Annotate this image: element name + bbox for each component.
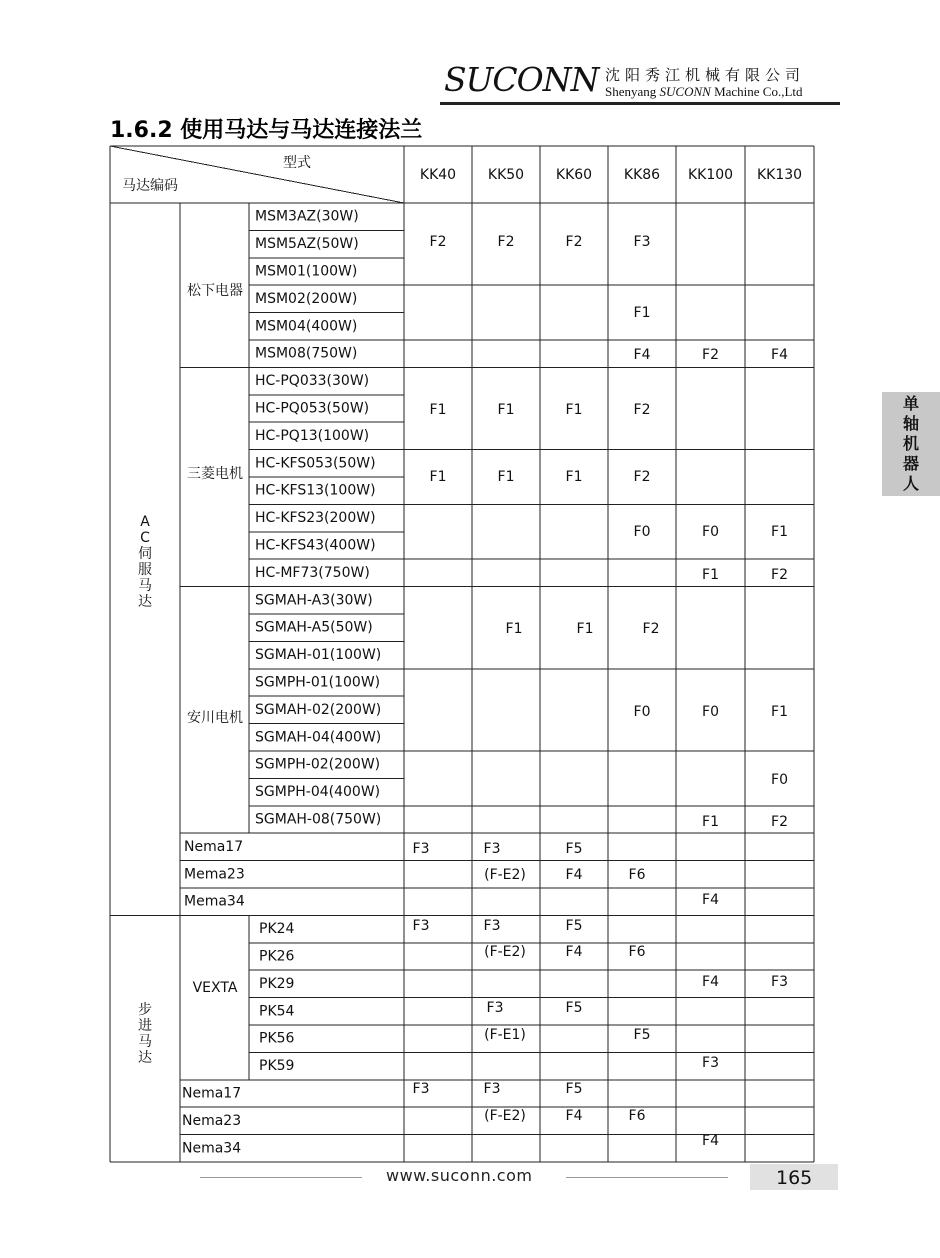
row-label: HC-KFS23(200W)	[255, 510, 376, 527]
row-label: PK54	[259, 1003, 295, 1020]
flange-cell: F5	[565, 1081, 583, 1097]
flange-cell: F2	[642, 621, 660, 637]
flange-cell: F4	[565, 944, 583, 960]
flange-cell: F0	[702, 704, 719, 720]
brand-label: 松下电器	[187, 283, 243, 299]
flange-cell: F1	[565, 469, 583, 485]
row-label: HC-KFS43(400W)	[255, 537, 376, 554]
flange-cell: F1	[771, 704, 788, 720]
flange-cell: F0	[633, 704, 651, 720]
corner-label-type: 型式	[283, 155, 311, 171]
flange-cell: F3	[633, 234, 651, 250]
category-label-ac-servo: 服	[138, 562, 152, 578]
flange-cell: F3	[702, 1055, 719, 1071]
category-label-ac-servo: C	[140, 530, 150, 546]
row-label: MSM01(100W)	[255, 263, 358, 280]
row-label: MSM02(200W)	[255, 290, 358, 307]
flange-cell: F5	[565, 1000, 583, 1016]
flange-cell: F1	[497, 402, 515, 418]
row-label: PK59	[259, 1058, 295, 1075]
row-label: MSM3AZ(30W)	[255, 208, 359, 225]
flange-cell: F1	[702, 567, 719, 583]
row-label: PK56	[259, 1030, 295, 1047]
row-label: MSM04(400W)	[255, 318, 358, 335]
flange-cell: F0	[702, 524, 719, 540]
flange-cell: F3	[412, 918, 430, 934]
flange-cell: F2	[497, 234, 515, 250]
flange-cell: F2	[633, 469, 651, 485]
row-label: SGMPH-04(400W)	[255, 784, 381, 801]
logo-text: SUCONN	[444, 60, 599, 99]
row-label: Mema23	[184, 866, 245, 883]
model-header: KK86	[623, 167, 661, 183]
row-label: MSM5AZ(50W)	[255, 236, 359, 253]
flange-cell: F4	[633, 347, 651, 363]
flange-cell: F1	[565, 402, 583, 418]
flange-cell: F5	[633, 1027, 651, 1043]
side-tab-char: 单	[902, 394, 919, 413]
category-label-ac-servo: 达	[138, 594, 152, 610]
flange-cell: (F-E2)	[484, 867, 526, 883]
row-label: Nema34	[182, 1140, 242, 1157]
flange-cell: F4	[702, 974, 719, 990]
flange-cell: F0	[771, 772, 788, 788]
row-label: MSM08(750W)	[255, 345, 358, 362]
row-label: SGMAH-04(400W)	[255, 729, 382, 746]
model-header: KK100	[687, 167, 734, 183]
flange-cell: F4	[702, 1133, 719, 1149]
flange-cell: F1	[429, 402, 447, 418]
flange-cell: F6	[628, 1108, 646, 1124]
flange-cell: F3	[412, 841, 430, 857]
flange-cell: F4	[771, 347, 788, 363]
row-label: PK29	[259, 975, 295, 992]
corner-label-motor-code: 马达编码	[122, 178, 178, 194]
flange-cell: F3	[483, 841, 501, 857]
flange-cell: F4	[565, 1108, 583, 1124]
footer-divider-left	[200, 1177, 362, 1178]
row-label: Nema17	[184, 838, 244, 855]
flange-cell: F3	[771, 974, 788, 990]
side-tab-char: 轴	[902, 414, 919, 433]
row-label: SGMAH-01(100W)	[255, 647, 382, 664]
flange-cell: F1	[505, 621, 523, 637]
flange-cell: F1	[497, 469, 515, 485]
row-label: Nema23	[182, 1112, 242, 1129]
flange-cell: F6	[628, 867, 646, 883]
table-rule	[110, 146, 404, 203]
flange-cell: F5	[565, 841, 583, 857]
row-label: HC-KFS13(100W)	[255, 482, 376, 499]
flange-cell: F4	[702, 892, 719, 908]
flange-cell: F5	[565, 918, 583, 934]
row-label: HC-PQ13(100W)	[255, 427, 370, 444]
page-number: 165	[776, 1167, 813, 1189]
model-header: KK60	[555, 167, 593, 183]
category-label-stepper: 步	[138, 1002, 152, 1018]
row-label: SGMAH-A3(30W)	[255, 592, 373, 609]
flange-cell: F2	[771, 567, 788, 583]
flange-cell: F2	[702, 347, 719, 363]
row-label: PK26	[259, 948, 295, 965]
flange-cell: F2	[565, 234, 583, 250]
category-label-stepper: 马	[138, 1034, 152, 1050]
flange-cell: F1	[633, 305, 651, 321]
row-label: SGMPH-02(200W)	[255, 756, 381, 773]
side-tab-char: 机	[902, 434, 919, 453]
footer-url[interactable]: www.suconn.com	[386, 1166, 533, 1185]
category-label-stepper: 达	[138, 1050, 152, 1066]
flange-cell: F3	[483, 1081, 501, 1097]
section-title: 1.6.2 使用马达与马达连接法兰	[110, 118, 423, 143]
side-tab-char: 人	[902, 474, 919, 493]
flange-cell: F2	[429, 234, 447, 250]
flange-cell: F0	[633, 524, 651, 540]
row-label: SGMAH-A5(50W)	[255, 619, 373, 636]
brand-label: VEXTA	[192, 980, 238, 996]
brand-label: 安川电机	[187, 710, 243, 726]
flange-cell: F4	[565, 867, 583, 883]
category-label-stepper: 进	[138, 1018, 152, 1034]
flange-cell: F1	[576, 621, 594, 637]
brand-label: 三菱电机	[187, 466, 243, 482]
side-tab-char: 器	[902, 454, 919, 473]
row-label: PK24	[259, 921, 295, 938]
row-label: Mema34	[184, 893, 245, 910]
category-label-ac-servo: 马	[138, 578, 152, 594]
model-header: KK50	[487, 167, 525, 183]
category-label-ac-servo: 伺	[138, 546, 152, 562]
flange-cell: F3	[483, 918, 501, 934]
row-label: HC-KFS053(50W)	[255, 455, 376, 472]
flange-cell: (F-E2)	[484, 1108, 526, 1124]
row-label: HC-PQ033(30W)	[255, 373, 370, 390]
row-label: Nema17	[182, 1085, 242, 1102]
flange-cell: F1	[429, 469, 447, 485]
row-label: SGMAH-08(750W)	[255, 811, 382, 828]
footer-divider-right	[566, 1177, 728, 1178]
flange-cell: (F-E2)	[484, 944, 526, 960]
flange-cell: F6	[628, 944, 646, 960]
flange-cell: (F-E1)	[484, 1027, 526, 1043]
row-label: HC-MF73(750W)	[255, 564, 370, 581]
flange-cell: F3	[486, 1000, 504, 1016]
row-label: SGMPH-01(100W)	[255, 674, 381, 691]
category-label-ac-servo: A	[140, 514, 150, 530]
flange-cell: F2	[633, 402, 651, 418]
flange-cell: F2	[771, 814, 788, 830]
flange-cell: F1	[702, 814, 719, 830]
flange-cell: F3	[412, 1081, 430, 1097]
company-name-cn: 沈阳秀江机械有限公司	[605, 66, 806, 84]
row-label: HC-PQ053(50W)	[255, 400, 370, 417]
model-header: KK130	[756, 167, 803, 183]
flange-cell: F1	[771, 524, 788, 540]
model-header: KK40	[419, 167, 457, 183]
row-label: SGMAH-02(200W)	[255, 701, 382, 718]
company-name-en: Shenyang SUCONN Machine Co.,Ltd	[605, 84, 803, 99]
